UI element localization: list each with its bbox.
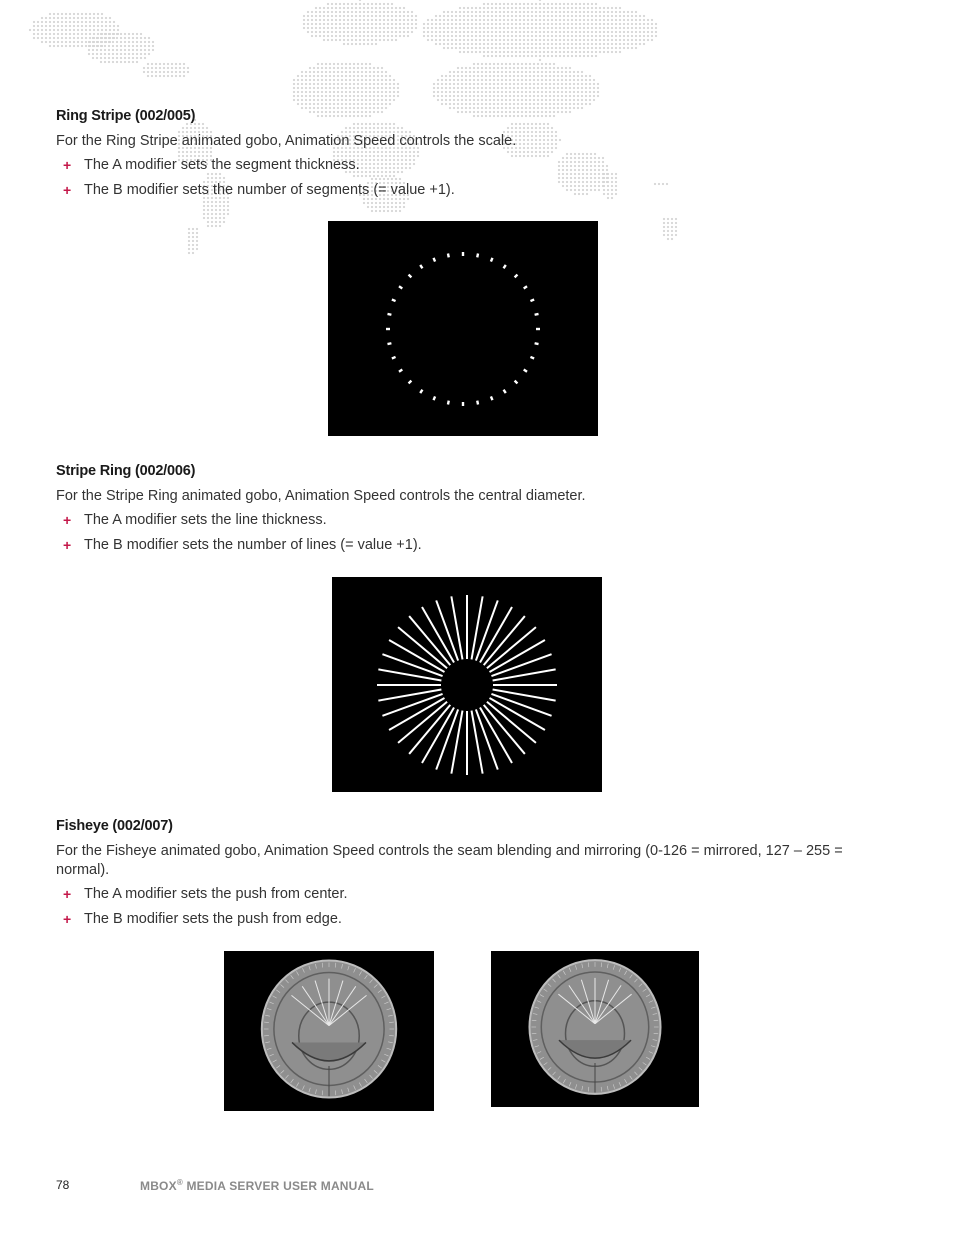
bullet-list (56, 882, 876, 932)
plus-bullet-icon: + (63, 512, 72, 528)
ring-stripe-gobo-image (328, 221, 598, 436)
section-paragraph: For the Fisheye animated gobo, Animation Speed controls the seam blending and mirroring (0-126 = mirrored, 127 – 255 = normal). (56, 843, 843, 878)
section-paragraph: For the Stripe Ring animated gobo, Animation Speed controls the central diameter. (56, 488, 586, 504)
fisheye-gobo-image-normal (491, 951, 699, 1107)
list-item: + The A modifier sets the line thickness. (56, 508, 876, 533)
section-heading: Ring Stripe (002/005) (56, 108, 196, 124)
list-item: + The B modifier sets the push from edge. (56, 907, 876, 932)
list-item: + The A modifier sets the push from center. (56, 882, 876, 907)
page-number: 78 (56, 1178, 70, 1192)
plus-bullet-icon: + (63, 886, 72, 902)
section-paragraph: For the Ring Stripe animated gobo, Animation Speed controls the scale. (56, 133, 517, 149)
plus-bullet-icon: + (63, 911, 72, 927)
plus-bullet-icon: + (63, 537, 72, 553)
plus-bullet-icon: + (63, 182, 72, 198)
list-item: + The A modifier sets the segment thickness. (56, 153, 876, 178)
section-stripe-ring (56, 463, 876, 558)
section-heading: Stripe Ring (002/006) (56, 463, 196, 479)
list-item: + The B modifier sets the number of lines (= value +1). (56, 533, 876, 558)
stripe-ring-gobo-image (332, 577, 602, 792)
bullet-list (56, 508, 876, 558)
footer-title: MBOX® MEDIA SERVER USER MANUAL (140, 1178, 374, 1193)
section-heading: Fisheye (002/007) (56, 818, 173, 834)
fisheye-gobo-image-mirrored (224, 951, 434, 1111)
bullet-list (56, 153, 876, 203)
plus-bullet-icon: + (63, 157, 72, 173)
list-item: + The B modifier sets the number of segments (= value +1). (56, 178, 876, 203)
section-fisheye (56, 818, 876, 932)
section-ring-stripe (56, 108, 876, 203)
